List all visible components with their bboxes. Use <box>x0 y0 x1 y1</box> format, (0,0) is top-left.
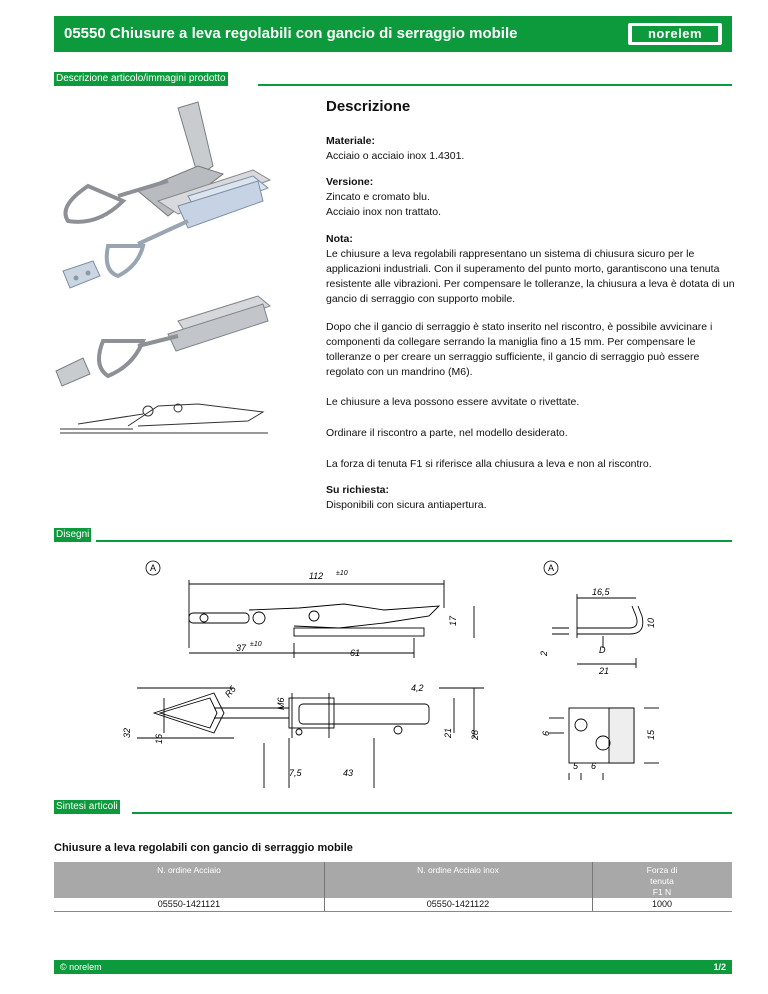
catch-side-view <box>552 594 643 668</box>
header-force-line-1: Forza di <box>646 865 678 875</box>
dim-21: 21 <box>443 727 453 738</box>
side-view <box>189 580 474 658</box>
paragraph-order: Ordinare il riscontro a parte, nel modello desiderato. <box>326 427 568 439</box>
note-block <box>326 232 736 307</box>
dim-2: 2 <box>539 650 549 656</box>
dim-6-left: 6 <box>541 730 551 736</box>
note-text: Le chiusure a leva regolabili rappresentano un sistema di chiusura sicuro per le applicazioni industriali. Con il superamento del punto morto, garantiscono una tenuta resistente alle vibrazioni. Per compensare le tolleranze, la chiusura a leva è dotata di un gancio di serraggio con supporto mobile. <box>326 248 735 305</box>
header-force <box>592 862 732 898</box>
dim-M6: M6 <box>276 697 286 710</box>
version-label: Versione: <box>326 176 374 188</box>
header-order-stainless: N. ordine Acciaio inox <box>324 862 592 898</box>
section-description-images: Descrizione articolo/immagini prodotto <box>56 73 226 84</box>
tol-37: ±10 <box>250 641 262 648</box>
request-label: Su richiesta: <box>326 484 390 496</box>
cell-order-stainless: 05550-1421122 <box>324 898 592 912</box>
table-title: Chiusure a leva regolabili con gancio di serraggio mobile <box>54 842 353 854</box>
page-title: 05550 Chiusure a leva regolabili con gancio di serraggio mobile <box>64 25 518 42</box>
view-label-left: A <box>149 563 157 573</box>
dim-16: 16 <box>154 733 164 744</box>
section-summary: Sintesi articoli <box>56 801 118 812</box>
dim-16-5: 16,5 <box>592 587 610 597</box>
product-images <box>48 96 278 446</box>
footer-copyright: © norelem <box>60 962 102 972</box>
section-rule <box>96 540 732 542</box>
material-label: Materiale: <box>326 135 376 147</box>
dim-112: 112 <box>308 571 324 581</box>
header-force-line-3: F1 N <box>652 887 672 897</box>
product-photo-catch-zinc <box>63 261 100 288</box>
cell-force: 1000 <box>592 898 732 912</box>
request-text: Disponibili con sicura antiapertura. <box>326 499 487 511</box>
note-label: Nota: <box>326 233 353 245</box>
section-drawings: Disegni <box>56 529 90 540</box>
material-block <box>326 134 736 164</box>
dim-28: 28 <box>470 729 480 740</box>
dim-17: 17 <box>448 615 458 626</box>
dim-D: D <box>599 645 606 655</box>
dim-21-side: 21 <box>599 666 610 676</box>
paragraph-force: La forza di tenuta F1 si riferisce alla chiusura a leva e non al riscontro. <box>326 458 652 470</box>
dim-32: 32 <box>122 727 132 738</box>
version-block <box>326 175 736 220</box>
description-heading: Descrizione <box>326 98 411 115</box>
version-line-2: Acciaio inox non trattato. <box>326 206 441 218</box>
page-number: 1/2 <box>713 962 726 972</box>
product-side-drawing <box>60 404 268 433</box>
section-rule <box>258 84 732 86</box>
request-block <box>326 483 736 513</box>
norelem-logo <box>628 23 722 45</box>
dim-43: 43 <box>343 768 354 778</box>
technical-drawing <box>54 548 732 788</box>
footer-bar <box>54 960 732 974</box>
dim-15: 15 <box>646 729 656 740</box>
dim-7-5: 7,5 <box>289 768 302 778</box>
view-label-right: A <box>547 563 555 573</box>
cell-order-steel: 05550-1421121 <box>54 898 324 912</box>
catch-top-view <box>549 708 659 780</box>
tol-112: ±10 <box>336 570 348 577</box>
header-order-steel: N. ordine Acciaio <box>54 862 324 898</box>
paragraph-adjust: Dopo che il gancio di serraggio è stato inserito nel riscontro, è possibile avvicinare i componenti da collegare serrando la maniglia fino a 15 mm. Per compensare le tolleranze o per creare un serraggio sufficiente, il gancio di serraggio può essere regolato con un mandrino (M6). <box>326 321 713 378</box>
top-view <box>137 688 484 788</box>
paragraph-mounting: Le chiusure a leva possono essere avvitate o rivettate. <box>326 396 580 408</box>
dim-5: 5 <box>573 761 579 771</box>
version-line-1: Zincato e cromato blu. <box>326 191 430 203</box>
product-photo-stainless-closed <box>56 296 270 386</box>
dim-10: 10 <box>646 617 656 628</box>
dim-37: 37 <box>236 643 247 653</box>
dim-6-bottom: 6 <box>591 761 597 771</box>
dim-61: 61 <box>350 648 361 658</box>
material-text: Acciaio o acciaio inox 1.4301. <box>326 150 465 162</box>
section-rule <box>132 812 732 814</box>
dim-4-2: 4,2 <box>411 683 424 693</box>
logo-text: norelem <box>632 26 718 42</box>
header-bar <box>54 16 732 52</box>
dim-R5: R5 <box>222 684 238 700</box>
header-force-line-2: tenuta <box>650 876 674 886</box>
